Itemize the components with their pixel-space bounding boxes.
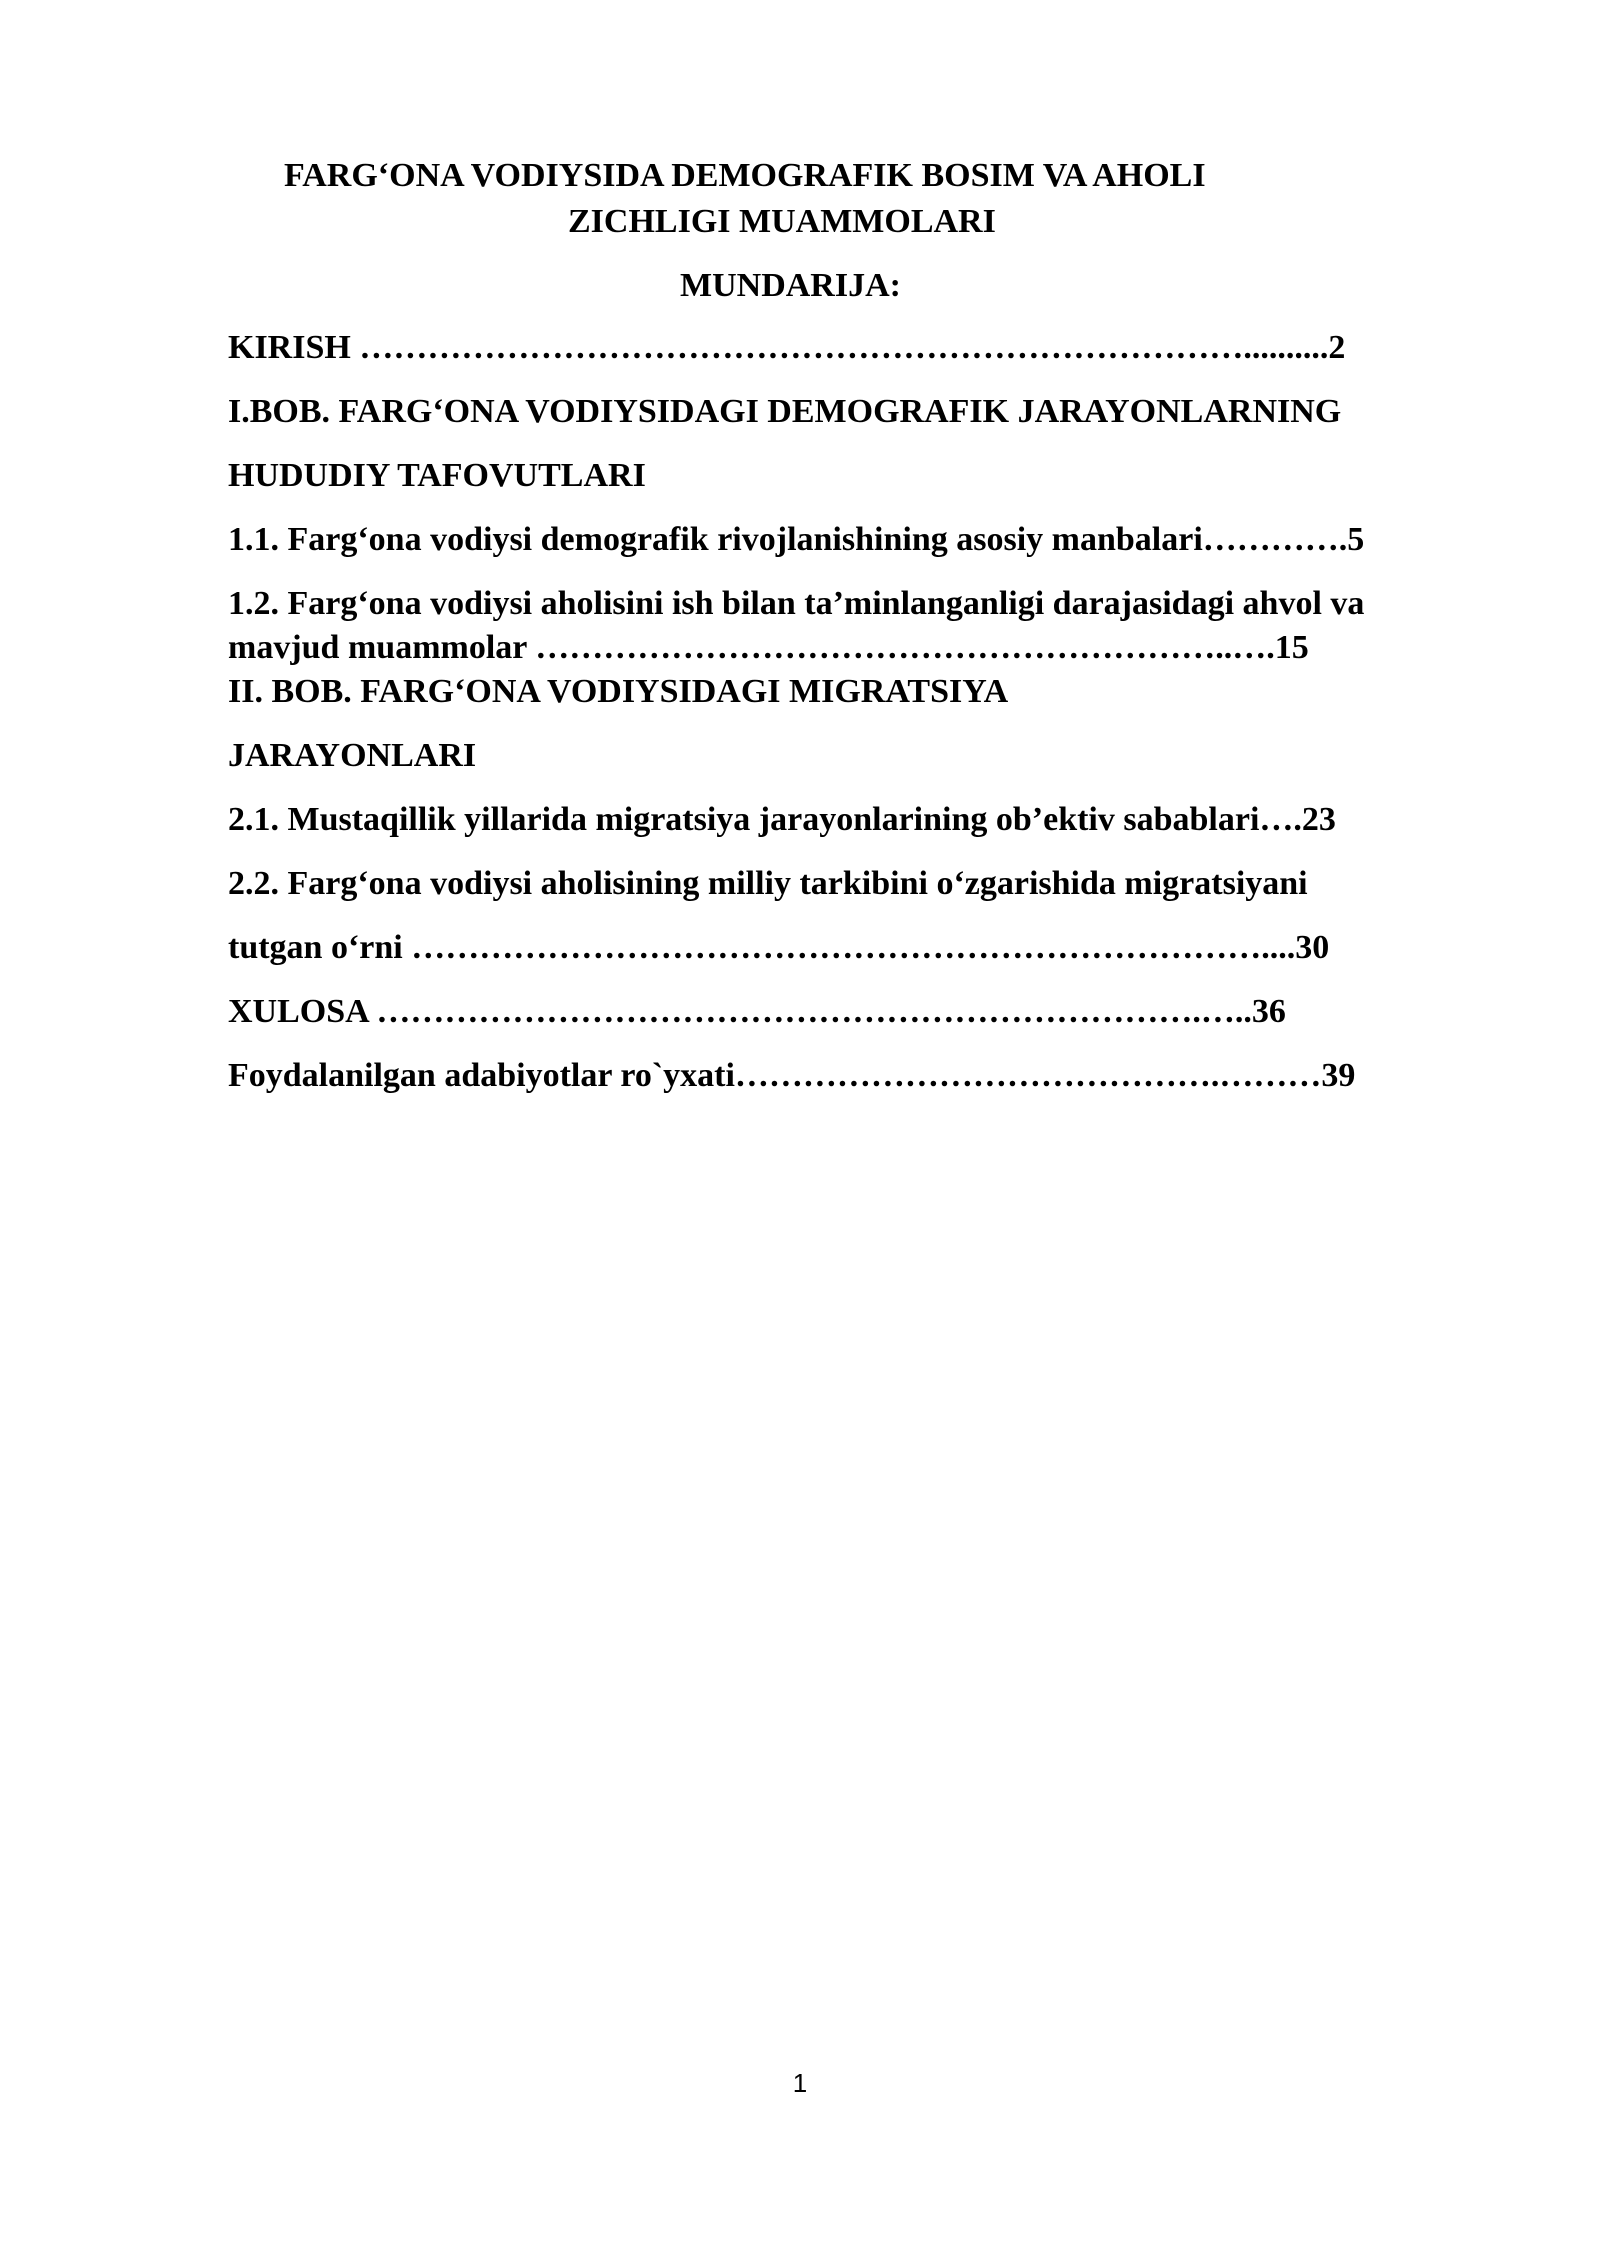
- toc-entry-chapter-2: II. BOB. FARG‘ONA VODIYSIDAGI MIGRATSIYA: [228, 673, 1009, 710]
- toc-entry-2-1: 2.1. Mustaqillik yillarida migratsiya jarayonlarining ob’ektiv sabablari….23: [228, 801, 1336, 838]
- toc-entry-2-2-cont: tutgan o‘rni …………………………………………………………………....30: [228, 929, 1330, 966]
- document-page: FARG‘ONA VODIYSIDA DEMOGRAFIK BOSIM VA AHOLI ZICHLIGI MUAMMOLARI MUNDARIJA: KIRISH ……………………………………………………………………..........2 I.BOB. FARG‘ONA VODIYSIDAGI DEMOGRAFIK JARAYONLARNING HUDUDIY TAFOVUTLARI 1.1. Farg‘ona vodiysi demografik rivojlanishining asosiy manbalari………….5 1.2. Farg‘ona vodiysi aholisini ish bilan ta’minlanganligi darajasidagi ahvol va mavjud muammolar ……………………………………………………..….15 II. BOB. FARG‘ONA VODIYSIDAGI MIGRATSIYA JARAYONLARI 2.1. Mustaqillik yillarida migratsiya jarayonlarining ob’ektiv sabablari….23 2.2. Farg‘ona vodiysi aholisining milliy tarkibini o‘zgarishida migratsiyani tutgan o‘rni …………………………………………………………………....30 XULOSA ……………………………………………………………….…..36 Foydalanilgan adabiyotlar ro`yxati…………………………………….………39 1: [0, 0, 1600, 2262]
- toc-entry-1-2: 1.2. Farg‘ona vodiysi aholisini ish bilan ta’minlanganligi darajasidagi ahvol va: [228, 585, 1365, 622]
- toc-entry-chapter-1: I.BOB. FARG‘ONA VODIYSIDAGI DEMOGRAFIK JARAYONLARNING: [228, 393, 1342, 430]
- page-number: 1: [792, 2068, 808, 2098]
- toc-entry-bibliography: Foydalanilgan adabiyotlar ro`yxati…………………………………….………39: [228, 1057, 1356, 1094]
- toc-entry-chapter-1-cont: HUDUDIY TAFOVUTLARI: [228, 457, 646, 494]
- toc-entry-1-2-cont: mavjud muammolar ……………………………………………………..….15: [228, 629, 1309, 666]
- toc-entry-2-2: 2.2. Farg‘ona vodiysi aholisining milliy tarkibini o‘zgarishida migratsiyani: [228, 865, 1308, 902]
- toc-entry-xulosa: XULOSA ……………………………………………………………….…..36: [228, 993, 1286, 1030]
- toc-entry-chapter-2-cont: JARAYONLARI: [228, 737, 477, 774]
- toc-entry-kirish: KIRISH ……………………………………………………………………..........2: [228, 329, 1346, 366]
- toc-entry-1-1: 1.1. Farg‘ona vodiysi demografik rivojlanishining asosiy manbalari………….5: [228, 521, 1365, 558]
